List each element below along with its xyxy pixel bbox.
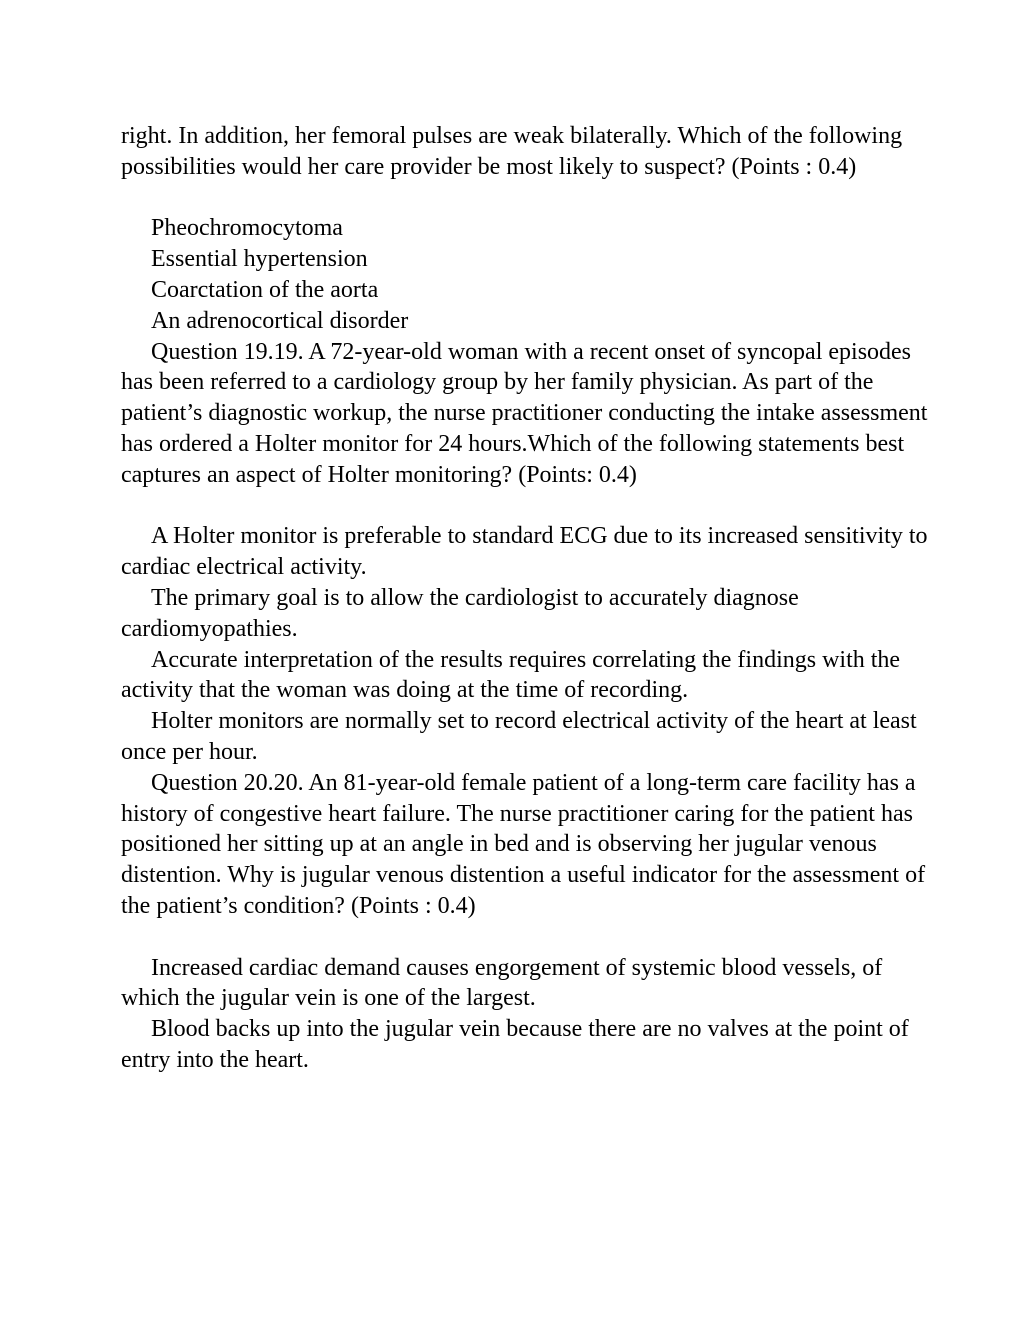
- document-page: [121, 121, 941, 1076]
- question-19-option-c: Accurate interpretation of the results requires correlating the findings with the activity that the woman was doing at the time of recording.: [121, 646, 901, 704]
- question-20-option-b: Blood backs up into the jugular vein because there are no valves at the point of entry into the heart.: [121, 1016, 909, 1073]
- blank-line: [121, 183, 941, 214]
- blank-line: [121, 491, 941, 522]
- question-19-option-a: A Holter monitor is preferable to standard ECG due to its increased sensitivity to cardiac electrical activity.: [121, 523, 928, 581]
- question-18-text: right. In addition, her femoral pulses are weak bilaterally. Which of the following possibilities would her care provider be most likely to suspect? (Points : 0.4): [121, 123, 903, 180]
- question-18-option-c: Coarctation of the aorta: [151, 276, 379, 303]
- question-20-option-a: Increased cardiac demand causes engorgement of systemic blood vessels, of which the jugular vein is one of the largest.: [121, 954, 883, 1012]
- question-18-option-a: Pheochromocytoma: [151, 215, 343, 242]
- question-18-option-d: An adrenocortical disorder: [151, 307, 409, 334]
- question-20-text: Question 20.20. An 81-year-old female patient of a long-term care facility has a history of congestive heart failure. The nurse practitioner caring for the patient has positioned her sitting up at an angle in bed and is observing her jugular venous distention. Why is jugular venous distention a useful indicator for the assessment of the patient’s condition? (Points : 0.4): [121, 769, 926, 919]
- question-18-option-b: Essential hypertension: [151, 246, 368, 273]
- blank-line: [121, 922, 941, 953]
- question-19-option-d: Holter monitors are normally set to record electrical activity of the heart at least once per hour.: [121, 708, 917, 765]
- question-19-option-b: The primary goal is to allow the cardiologist to accurately diagnose cardiomyopathies.: [121, 584, 799, 642]
- question-19-text: Question 19.19. A 72-year-old woman with a recent onset of syncopal episodes has been referred to a cardiology group by her family physician. As part of the patient’s diagnostic workup, the nurse practitioner conducting the intake assessment has ordered a Holter monitor for 24 hours.Which of the following statements best captures an aspect of Holter monitoring? (Points: 0.4): [121, 338, 928, 488]
